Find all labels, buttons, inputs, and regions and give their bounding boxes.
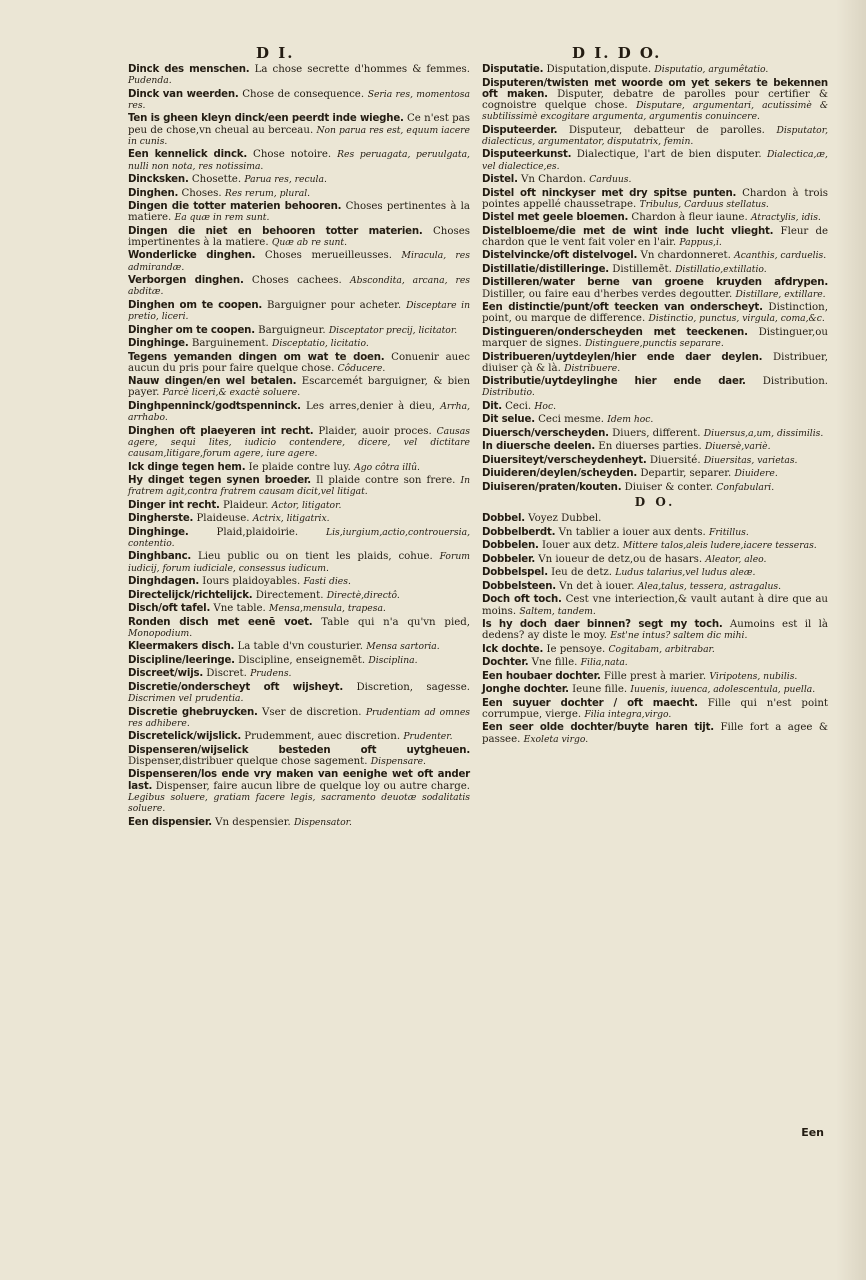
entry-headword: Dobbelspel.: [482, 567, 548, 579]
entry-latin: Est'ne intus? saltem dic mihi.: [610, 630, 748, 642]
entry-latin: Disputator, dialecticus, argumentator, disputatrix, femin.: [482, 124, 828, 147]
entry-headword: Dit selue.: [482, 414, 535, 426]
entry-headword: Diuersiteyt/verscheydenheyt.: [482, 454, 647, 466]
dictionary-entry: [482, 468, 828, 479]
entry-latin: Mensa,mensula, trapesa.: [269, 603, 386, 615]
dictionary-entry: [482, 64, 828, 75]
entry-french: Ie plaide contre luy.: [248, 461, 351, 473]
dictionary-entry: [128, 641, 470, 652]
entry-headword: Diuiseren/praten/kouten.: [482, 481, 622, 493]
dictionary-entry: [128, 731, 470, 742]
entry-french: Conuenir auec aucun du pris pour faire quelque chose.: [128, 351, 470, 374]
dictionary-entry: [482, 594, 828, 616]
dictionary-entry: [482, 671, 828, 682]
entry-headword: Nauw dingen/en wel betalen.: [128, 376, 297, 388]
entry-latin: Causas agere, sequi lites, iudicio contendere, dicere, vel dictitare causam,litigare,forum agere, iure agere.: [128, 425, 470, 460]
entry-latin: Exoleta virgo.: [523, 733, 589, 745]
entry-french: La table d'vn cousturier.: [237, 641, 364, 653]
dictionary-entry: [128, 462, 470, 473]
dictionary-entry: [128, 300, 470, 322]
right-column: [482, 64, 828, 747]
dictionary-entry: [128, 89, 470, 111]
entry-headword: Distelvincke/oft distelvogel.: [482, 250, 638, 262]
entry-latin: Seria res, momentosa res.: [128, 88, 471, 111]
dictionary-entry: [128, 275, 470, 297]
entry-headword: Distillatie/distilleringe.: [482, 263, 609, 275]
dictionary-entry: [482, 644, 828, 655]
entry-headword: Distribueren/uytdeylen/hier ende daer deylen.: [482, 351, 763, 363]
entry-latin: Iuuenis, iuuenca, adolescentula, puella.: [630, 684, 816, 696]
entry-headword: Is hy doch daer binnen? segt my toch.: [482, 619, 723, 631]
entry-headword: Dinghen om te coopen.: [128, 299, 263, 311]
dictionary-entry: [128, 513, 470, 524]
entry-headword: Distelbloeme/die met de wint inde lucht vlieght.: [482, 225, 774, 237]
entry-headword: Diuideren/deylen/scheyden.: [482, 468, 638, 480]
entry-french: Iouer aux detz.: [541, 540, 620, 552]
entry-headword: Discipline/leeringe.: [128, 654, 235, 666]
entry-french: Fleur de chardon que le vent fait voler en l'air.: [482, 225, 829, 248]
dictionary-entry: [128, 769, 470, 814]
entry-headword: Dincksken.: [128, 174, 189, 186]
entry-headword: Dinghen.: [128, 187, 179, 199]
entry-french: En diuerses parties.: [598, 441, 702, 453]
entry-latin: Diuersitas, varietas.: [703, 454, 798, 466]
entry-french: Distillemēt.: [612, 263, 672, 275]
dictionary-entry: [128, 655, 470, 666]
dictionary-entry: [482, 722, 828, 744]
entry-latin: Quæ ab re sunt.: [271, 236, 348, 248]
dictionary-entry: [482, 352, 828, 374]
entry-headword: Disputeerder.: [482, 124, 558, 136]
entry-headword: Ten is gheen kleyn dinck/een peerdt inde wieghe.: [128, 113, 404, 125]
entry-latin: Parcè liceri,& exactè soluere.: [162, 387, 301, 399]
entry-headword: Disputatie.: [482, 64, 544, 75]
entry-french: Distiller, ou faire eau d'herbes verdes degoutter.: [482, 288, 733, 300]
entry-headword: Tegens yemanden dingen om wat te doen.: [128, 351, 385, 363]
dictionary-entry: [482, 327, 828, 349]
entry-headword: Distilleren/water berne van groene kruyden afdrypen.: [482, 277, 828, 289]
entry-latin: Lis,iurgium,actio,controuersia, contentio.: [128, 526, 470, 549]
entry-french: Ie pensoye.: [546, 643, 606, 655]
entry-latin: Disceptatio, licitatio.: [272, 338, 369, 350]
entry-headword: Distel oft ninckyser met dry spitse punten.: [482, 187, 737, 199]
entry-french: Plaid,plaidoirie.: [216, 526, 299, 538]
entry-headword: Diuersch/verscheyden.: [482, 427, 609, 439]
entry-latin: Ludus talarius,vel ludus aleæ.: [615, 567, 756, 579]
entry-headword: Discretie/onderscheyt oft wijsheyt.: [128, 681, 344, 693]
entry-latin: Diuersus,a,um, dissimilis.: [703, 427, 824, 439]
entry-headword: Dobbeler.: [482, 553, 535, 565]
entry-latin: Disceptare in pretio, liceri.: [128, 299, 470, 323]
dictionary-entry: [482, 125, 828, 147]
dictionary-entry: [128, 500, 470, 511]
entry-headword: Dingen die niet en behooren totter materien.: [128, 225, 423, 237]
entry-french: Prudemment, auec discretion.: [244, 731, 401, 743]
entry-latin: Legibus soluere, gratiam facere legis, sacramento deuotæ sodalitatis soluere.: [128, 791, 470, 815]
entry-french: Aumoins est il là dedens? ay diste le moy.: [482, 619, 828, 642]
entry-french: Ceci.: [505, 400, 532, 412]
dictionary-entry: [128, 707, 470, 729]
entry-french: Plaider, auoir proces.: [318, 425, 432, 437]
entry-headword: Discretelick/wijslick.: [128, 731, 242, 743]
entry-latin: Distillare, extillare.: [735, 288, 826, 300]
entry-headword: Dinghbanc.: [128, 551, 192, 563]
dictionary-entry: [482, 264, 828, 275]
entry-french: Discipline, enseignemēt.: [238, 654, 366, 666]
dictionary-entry: [482, 567, 828, 578]
entry-french: Iours plaidoyables.: [202, 576, 301, 588]
dictionary-entry: [482, 149, 828, 171]
entry-headword: Discreet/wijs.: [128, 668, 204, 680]
entry-latin: Fasti dies.: [303, 576, 351, 588]
entry-french: Diuers, different.: [612, 427, 701, 439]
dictionary-entry: [482, 78, 828, 123]
entry-headword: Dinghinge.: [128, 526, 189, 538]
catchword: Een: [801, 1126, 824, 1139]
entry-headword: Wonderlicke dinghen.: [128, 250, 256, 262]
dictionary-entry: [482, 657, 828, 668]
entry-headword: In diuersche deelen.: [482, 441, 596, 453]
dictionary-entry: [128, 401, 470, 423]
dictionary-entry: [128, 551, 470, 573]
entry-latin: Distributio.: [482, 387, 535, 399]
entry-latin: Ea quæ in rem sunt.: [174, 212, 270, 224]
entry-french: Fille prest à marier.: [603, 670, 707, 682]
entry-headword: Een seer olde dochter/buyte haren tijt.: [482, 722, 714, 734]
entry-headword: Dingher om te coopen.: [128, 324, 255, 336]
entry-headword: Dinghpenninck/godtspenninck.: [128, 400, 301, 412]
entry-latin: Tribulus, Carduus stellatus.: [639, 198, 769, 210]
entry-french: Disputation,dispute.: [546, 64, 652, 75]
entry-french: Dispenser, faire aucun libre de quelque loy ou autre charge.: [155, 780, 470, 792]
dictionary-entry: [128, 201, 470, 223]
entry-french: Vn Chardon.: [521, 174, 586, 186]
entry-latin: Ago côtra illû.: [354, 461, 420, 473]
entry-latin: Actrix, litigatrix.: [252, 513, 330, 525]
entry-french: Chardon à fleur iaune.: [631, 212, 748, 224]
dictionary-entry: [128, 590, 470, 601]
dictionary-entry: [482, 250, 828, 261]
entry-french: Vn ioueur de detz,ou de hasars.: [538, 553, 703, 565]
entry-headword: Een dispensier.: [128, 816, 212, 828]
entry-headword: Dinck des menschen.: [128, 64, 250, 75]
entry-headword: Disputeerkunst.: [482, 149, 572, 161]
entry-latin: Miracula, res admirandæ.: [128, 250, 470, 273]
entry-headword: Distel.: [482, 174, 518, 186]
entry-french: Vn despensier.: [215, 816, 291, 828]
entry-headword: Dochter.: [482, 657, 529, 669]
entry-french: Barguinement.: [191, 338, 269, 350]
dictionary-entry: [128, 617, 470, 639]
entry-latin: Diuersè,variè.: [705, 441, 771, 453]
entry-french: Ceci mesme.: [538, 414, 604, 426]
entry-latin: Atractylis, idis.: [750, 212, 821, 224]
entry-french: Choses impertinentes à la matiere.: [128, 225, 470, 248]
section-heading: D O.: [634, 495, 676, 510]
entry-latin: Dispensator.: [293, 816, 352, 828]
dictionary-entry: [128, 745, 470, 767]
entry-headword: Disch/oft tafel.: [128, 603, 211, 615]
entry-french: Chose de consequence.: [242, 88, 365, 100]
entry-headword: Dinghinge.: [128, 338, 189, 350]
entry-headword: Dobbelen.: [482, 540, 539, 552]
dictionary-entry: [482, 428, 828, 439]
entry-latin: Carduus.: [589, 174, 632, 186]
entry-latin: Prudentiam ad omnes res adhibere.: [128, 706, 470, 729]
entry-french: Choses pertinentes à la matiere.: [128, 201, 470, 224]
entry-french: Vn det à iouer.: [559, 580, 635, 592]
entry-french: Barguigner pour acheter.: [267, 299, 402, 311]
entry-headword: Dinger int recht.: [128, 499, 220, 511]
dictionary-entry: [482, 174, 828, 185]
entry-french: Vn chardonneret.: [640, 250, 731, 262]
running-head-right: D I. D O.: [572, 44, 662, 62]
entry-headword: Dobbel.: [482, 513, 525, 525]
dictionary-entry: [482, 540, 828, 551]
entry-french: Les arres,denier à dieu,: [306, 400, 436, 412]
dictionary-entry: [128, 149, 470, 171]
dictionary-entry: [482, 513, 828, 524]
entry-french: Vser de discretion.: [262, 706, 362, 718]
entry-headword: Ick dochte.: [482, 643, 544, 655]
entry-french: La chose secrette d'hommes & femmes.: [254, 64, 470, 75]
dictionary-entry: [482, 226, 828, 248]
dictionary-entry: [128, 174, 470, 185]
entry-french: Dispenser,distribuer quelque chose sagement.: [128, 755, 368, 767]
page-edge-shadow: [836, 0, 866, 1280]
entry-headword: Jonghe dochter.: [482, 684, 569, 696]
entry-headword: Dispenseren/los ende vry maken van eenighe wet oft ander last.: [128, 769, 470, 792]
dictionary-entry: [128, 426, 470, 460]
entry-latin: Directè,directô.: [326, 589, 400, 601]
entry-french: Il plaide contre son frere.: [316, 475, 456, 487]
dictionary-entry: [128, 352, 470, 374]
entry-latin: Distinctio, punctus, virgula, coma,&c.: [648, 313, 825, 325]
entry-french: Barguigneur.: [258, 324, 326, 336]
dictionary-entry: [128, 250, 470, 272]
dictionary-entry: [482, 376, 828, 398]
entry-french: Ce n'est pas peu de chose,vn cheual au berceau.: [128, 113, 470, 136]
dictionary-entry: [128, 113, 470, 147]
entry-latin: Res peruagata, peruulgata, nulli non nota, res notissima.: [128, 149, 470, 172]
entry-headword: Dit.: [482, 400, 502, 412]
entry-latin: Disputatio, argumêtatio.: [654, 64, 769, 75]
entry-latin: Forum iudicij, forum iudiciale, consessus iudicum.: [128, 551, 470, 574]
entry-latin: Abscondita, arcana, res abditæ.: [128, 275, 470, 298]
entry-french: Chose notoire.: [253, 149, 332, 161]
entry-french: Distinguer,ou marquer de signes.: [482, 326, 828, 350]
entry-latin: Monopodium.: [128, 627, 193, 639]
entry-latin: Mittere talos,aleis ludere,iacere tesseras.: [622, 540, 817, 552]
dictionary-entry: [482, 619, 828, 641]
entry-headword: Dobbelsteen.: [482, 580, 556, 592]
entry-latin: Acanthis, carduelis.: [734, 250, 827, 262]
entry-french: Distribution.: [762, 376, 828, 388]
entry-french: Diuiser & conter.: [624, 481, 714, 493]
entry-french: Fille fort a agee & passee.: [482, 722, 828, 745]
dictionary-entry: [128, 576, 470, 587]
entry-headword: Distel met geele bloemen.: [482, 212, 629, 224]
entry-latin: Distillatio,extillatio.: [675, 263, 767, 275]
entry-latin: Alea,talus, tessera, astragalus.: [637, 580, 782, 592]
dictionary-entry: [128, 527, 470, 549]
entry-headword: Dinghdagen.: [128, 576, 200, 588]
entry-french: Choses.: [181, 187, 222, 199]
entry-french: Vn tablier a iouer aux dents.: [558, 526, 706, 538]
entry-latin: Arrha, arrhabo.: [128, 400, 470, 424]
entry-french: Plaideuse.: [196, 513, 250, 525]
dictionary-entry: [128, 668, 470, 679]
dictionary-entry: [128, 817, 470, 828]
running-head-left: D I.: [256, 44, 295, 62]
entry-french: Chosette.: [191, 174, 242, 186]
entry-latin: Mensa sartoria.: [366, 641, 440, 653]
entry-french: Dialectique, l'art de bien disputer.: [576, 149, 762, 161]
entry-french: Choses merueilleusses.: [264, 250, 392, 262]
dictionary-entry: [128, 338, 470, 349]
entry-headword: Dingherste.: [128, 513, 194, 525]
dictionary-entry: [482, 554, 828, 565]
entry-headword: Kleermakers disch.: [128, 641, 235, 653]
entry-latin: Filia,nata.: [580, 657, 628, 669]
entry-french: Discretion, sagesse.: [356, 681, 470, 693]
dictionary-entry: [482, 684, 828, 695]
dictionary-entry: [482, 698, 828, 720]
entry-latin: Disputare, argumentari, acutissimè & subtilissimè excogitare argumenta, argumentis conuincere.: [482, 99, 828, 123]
entry-latin: Parua res, recula.: [244, 174, 327, 186]
dictionary-entry: [128, 325, 470, 336]
entry-french: Lieu public ou on tient les plaids, cohue.: [197, 551, 433, 563]
left-column: [128, 64, 470, 830]
dictionary-entry: [128, 475, 470, 497]
entry-latin: Pappus,i.: [679, 236, 722, 248]
entry-french: Vne table.: [213, 603, 266, 615]
dictionary-entry: [482, 581, 828, 592]
entry-headword: Doch oft toch.: [482, 594, 562, 606]
entry-headword: Dispenseren/wijselick besteden oft uytgheuen.: [128, 744, 470, 756]
entry-latin: Viripotens, nubilis.: [709, 670, 798, 682]
entry-latin: Cogitabam, arbitrabar.: [608, 643, 715, 655]
entry-latin: Actor, litigator.: [271, 499, 342, 511]
entry-headword: Distributie/uytdeylinghe hier ende daer.: [482, 376, 746, 388]
entry-latin: Idem hoc.: [607, 414, 654, 426]
entry-french: Diuersité.: [649, 454, 701, 466]
entry-headword: Discretie ghebruycken.: [128, 706, 258, 718]
entry-headword: Verborgen dinghen.: [128, 275, 244, 287]
entry-french: Choses cachees.: [251, 275, 342, 287]
dictionary-entry: [482, 482, 828, 493]
entry-french: Distribuer, diuiser çà & là.: [482, 351, 828, 374]
entry-latin: Disceptator precij, licitator.: [328, 324, 458, 336]
entry-latin: Dialectica,æ, vel dialectice,es.: [482, 149, 828, 172]
entry-latin: Fritillus.: [709, 526, 749, 538]
entry-latin: Disciplina.: [368, 654, 418, 666]
entry-french: Fille qui n'est point corrumpue, vierge.: [482, 697, 828, 720]
dictionary-entry: [128, 603, 470, 614]
entry-headword: Distingueren/onderscheyden met teeckenen.: [482, 326, 748, 338]
entry-latin: Dispensare.: [370, 755, 426, 767]
entry-french: Discret.: [206, 668, 247, 680]
dictionary-entry: [482, 401, 828, 412]
dictionary-entry: [482, 277, 828, 299]
entry-latin: Pudenda.: [128, 75, 172, 87]
entry-latin: Saltem, tandem.: [519, 605, 596, 617]
entry-headword: Hy dinget tegen synen broeder.: [128, 475, 311, 487]
entry-headword: Dinghen oft plaeyeren int recht.: [128, 425, 314, 437]
entry-latin: Diuidere.: [734, 468, 778, 480]
entry-headword: Een distinctie/punt/oft teecken van onderscheyt.: [482, 302, 763, 314]
entry-latin: Filia integra,virgo.: [584, 708, 672, 720]
entry-latin: Hoc.: [534, 400, 557, 412]
entry-latin: Non parua res est, equum iacere in cunis.: [128, 124, 470, 147]
dictionary-entry: [128, 64, 470, 86]
entry-headword: Een houbaer dochter.: [482, 670, 601, 682]
entry-french: Escarcemét barguigner, & bien payer.: [128, 376, 471, 399]
entry-headword: Directelijck/richtelijck.: [128, 589, 253, 601]
entry-latin: Distinguere,punctis separare.: [584, 338, 724, 350]
dictionary-entry: [482, 302, 828, 324]
entry-french: Table qui n'a qu'vn pied,: [321, 616, 470, 628]
dictionary-entry: [128, 226, 470, 248]
dictionary-entry: [482, 212, 828, 223]
entry-headword: Disputeren/twisten met woorde om yet sekers te bekennen oft maken.: [482, 77, 828, 100]
dictionary-entry: [482, 188, 828, 210]
entry-latin: Prudens.: [250, 668, 292, 680]
entry-french: Plaideur.: [222, 499, 269, 511]
entry-latin: Prudenter.: [403, 731, 453, 743]
entry-headword: Dobbelberdt.: [482, 526, 556, 538]
entry-headword: Ick dinge tegen hem.: [128, 461, 246, 473]
dictionary-entry: [128, 188, 470, 199]
entry-headword: Dinck van weerden.: [128, 88, 239, 100]
entry-french: Ieu de detz.: [551, 567, 613, 579]
entry-french: Cest vne interiection,& vault autant à dire que au moins.: [482, 594, 828, 617]
entry-french: Ieune fille.: [572, 684, 628, 696]
dictionary-entry: [482, 441, 828, 452]
dictionary-entry: [482, 455, 828, 466]
entry-latin: Res rerum, plural.: [224, 187, 311, 199]
entry-latin: Discrimen vel prudentia.: [128, 693, 244, 705]
dictionary-entry: [482, 414, 828, 425]
entry-french: Chardon à trois pointes appellé chaussetrape.: [482, 187, 828, 210]
entry-latin: Confabulari.: [716, 481, 775, 493]
entry-french: Directement.: [255, 589, 324, 601]
entry-headword: Een suyuer dochter / oft maecht.: [482, 697, 698, 709]
entry-french: Departir, separer.: [640, 468, 732, 480]
entry-latin: Côducere.: [337, 362, 386, 374]
entry-latin: Aleator, aleo.: [705, 553, 767, 565]
entry-french: Disputer, debatre de parolles pour certifier & cognoistre quelque chose.: [482, 88, 828, 111]
entry-french: Disputeur, debatteur de parolles.: [568, 124, 765, 136]
dictionary-entry: [128, 682, 470, 704]
entry-latin: Distribuere.: [564, 362, 621, 374]
entry-latin: In fratrem agit,contra fratrem causam dicit,vel litigat.: [128, 475, 470, 498]
entry-headword: Ronden disch met eenē voet.: [128, 616, 313, 628]
entry-headword: Een kennelick dinck.: [128, 149, 248, 161]
entry-french: Vne fille.: [531, 657, 578, 669]
entry-french: Voyez Dubbel.: [528, 513, 602, 525]
dictionary-entry: [482, 527, 828, 538]
dictionary-entry: [128, 376, 470, 398]
entry-headword: Dingen die totter materien behooren.: [128, 201, 342, 213]
entry-french: Distinction, point, ou marque de difference.: [482, 302, 828, 325]
